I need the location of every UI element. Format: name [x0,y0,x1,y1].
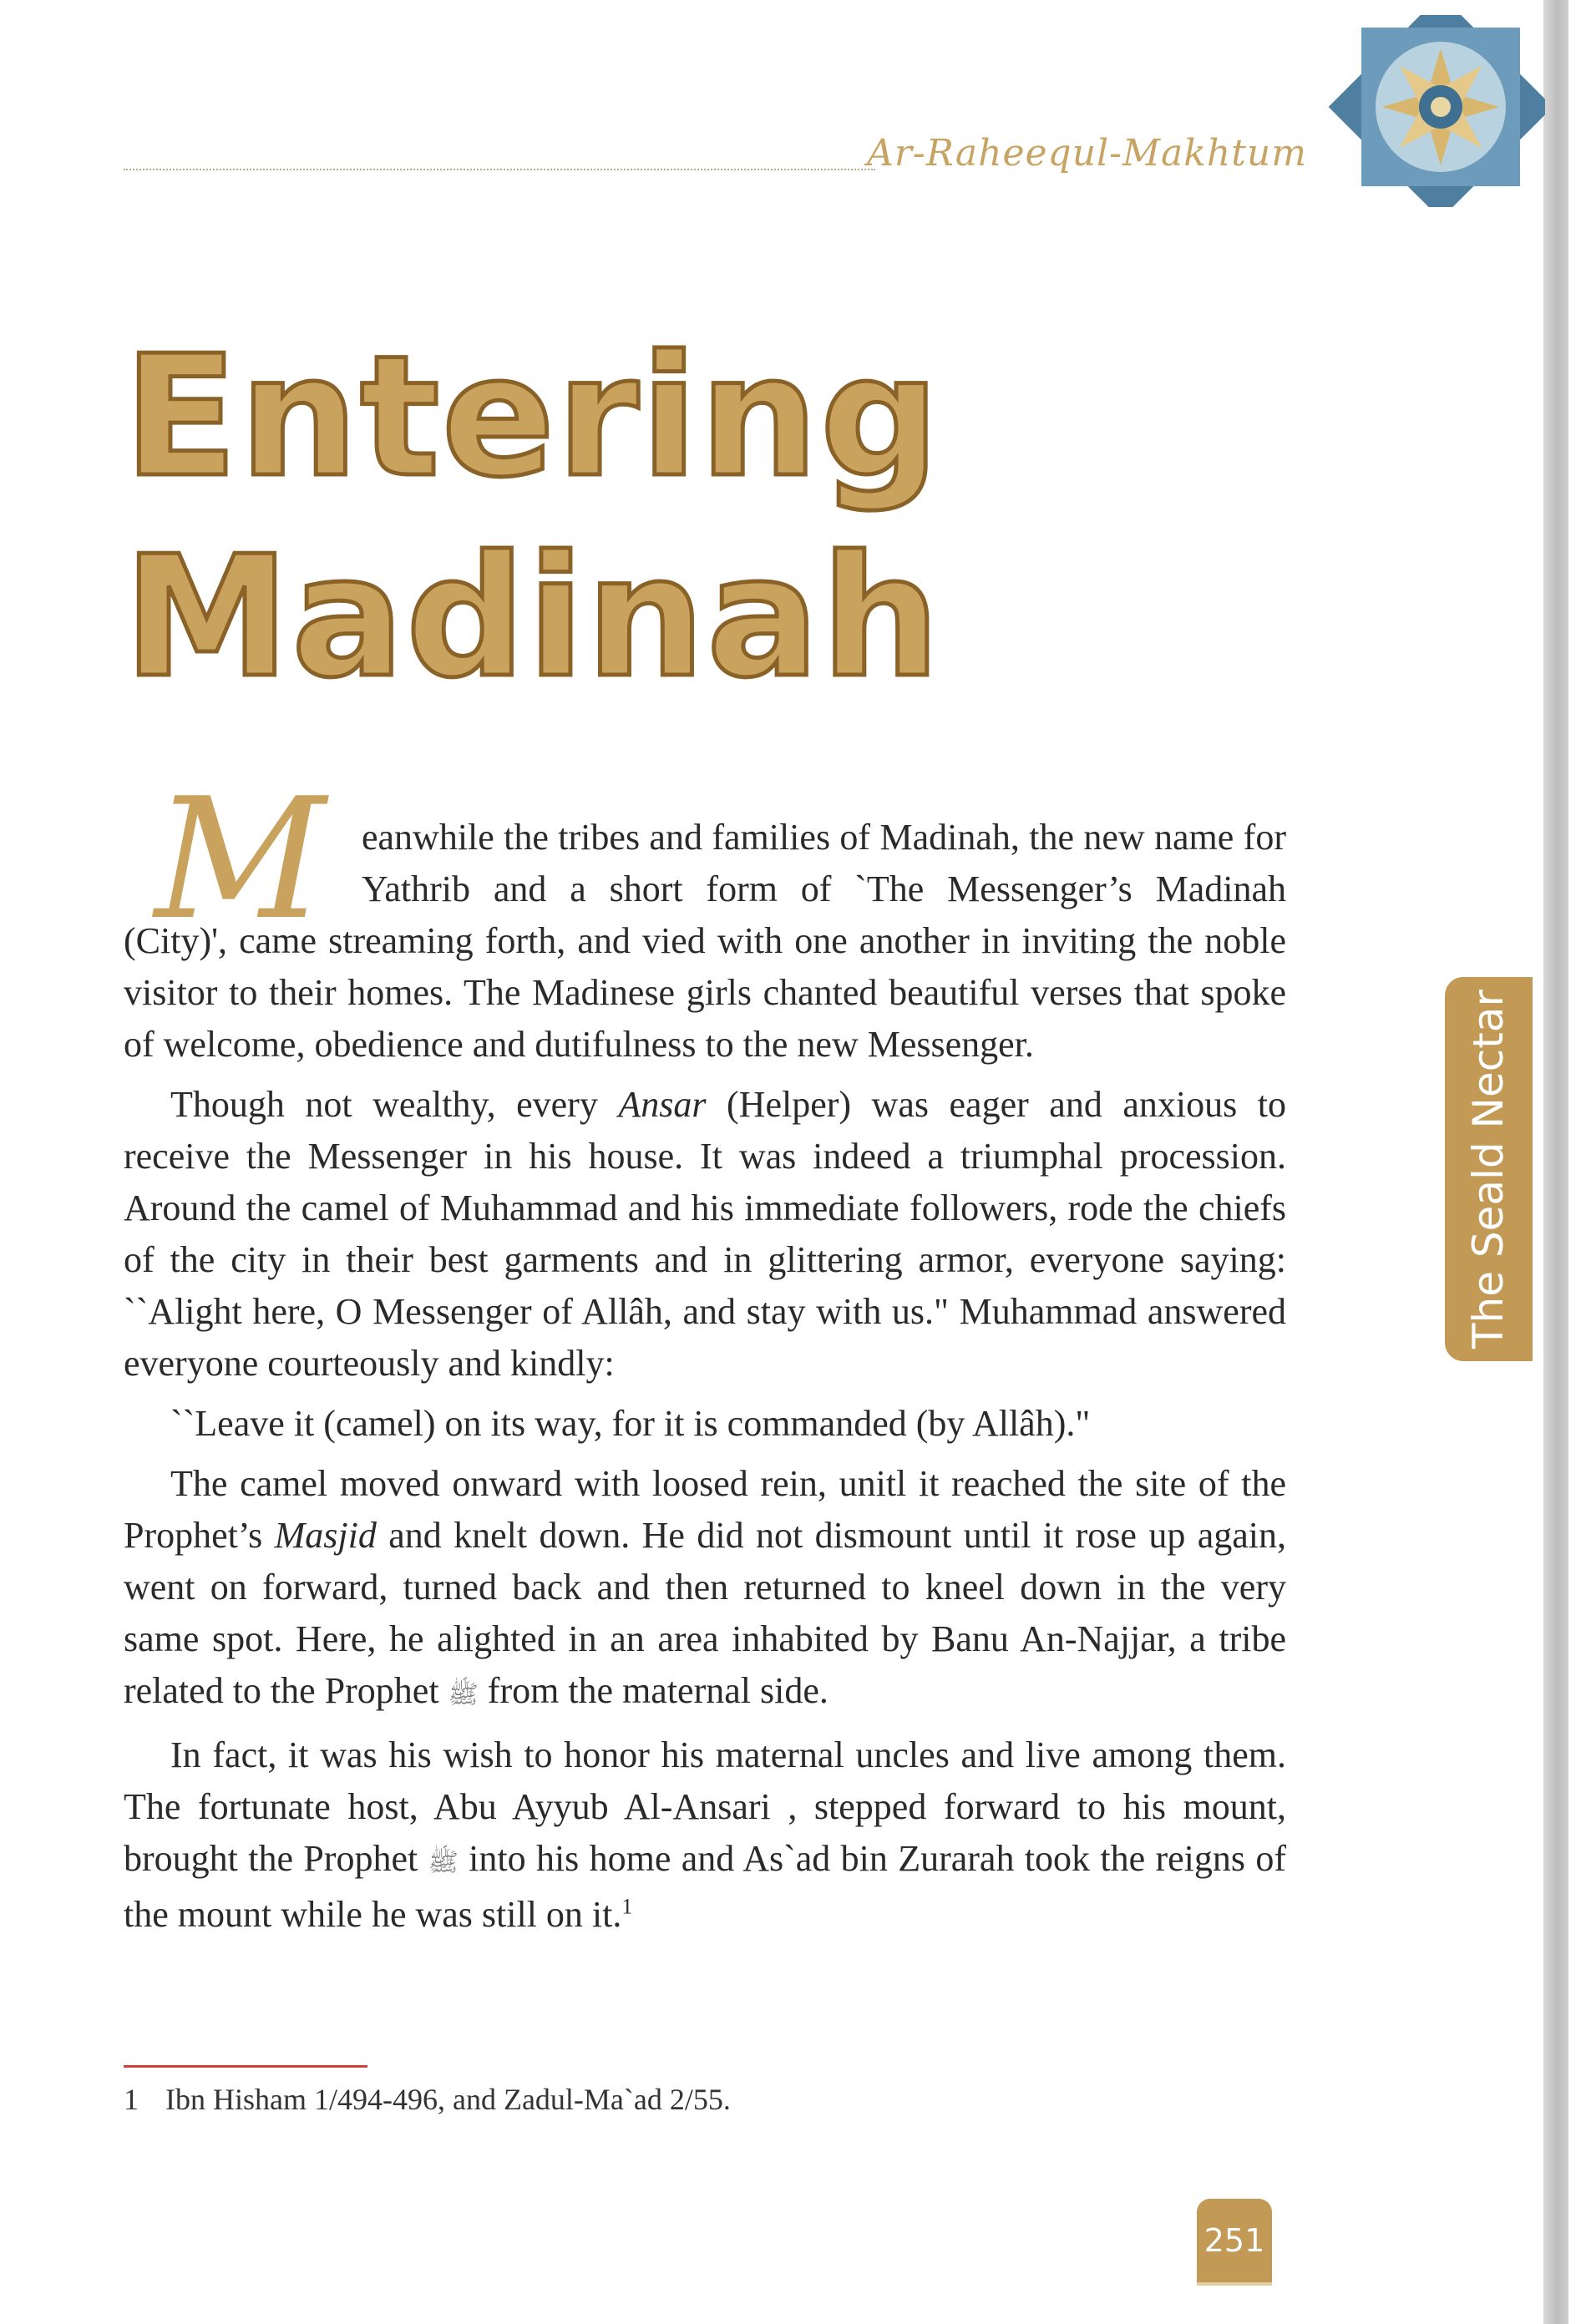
footnote-reference[interactable]: 1 [621,1894,633,1919]
paragraph-4-text-b: and knelt down. He did not dismount until it rose up again, went on forward, turned back and then returned to kneel down in the very same spot. Here, he alighted in an area inhabited by Banu An-Najjar, a tribe related to the Prophet [124,1515,1286,1711]
islamic-ornament-icon [1328,15,1545,207]
paragraph-4 [124,1458,1286,1721]
footnote [124,2079,731,2119]
paragraph-5 [124,1729,1286,1941]
paragraph-4-text-c: from the maternal side. [478,1670,829,1711]
chapter-title-line2: Madinah [124,520,942,715]
ansar-term: Ansar [618,1084,707,1125]
body-text [124,812,1286,1949]
drop-cap-space [124,812,362,910]
side-section-tab [1445,977,1533,1361]
paragraph-2-text-a: Though not wealthy, every [170,1084,619,1125]
honorific-symbol: ﷺ [448,1681,479,1709]
paragraph-5-text-a: In fact, it was his wish to honor his maternal uncles and live among them. The fortunate host, Abu Ayyub Al-Ansari , stepped forward to his mount, brought the Prophet [124,1734,1286,1879]
paragraph-1-text: eanwhile the tribes and families of Madinah, the new name for Yathrib and a short form of `The Messenger’s Madinah (City)', came streaming forth, and vied with one another in inviting the noble visitor to their homes. The Madinese girls chanted beautiful verses that spoke of welcome, obedience and dutifulness to the new Messenger. [124,817,1286,1065]
page-edge [1543,0,1568,2324]
paragraph-2-text-b: (Helper) was eager and anxious to receive the Messenger in his house. It was indeed a triumphal procession. Around the camel of Muhammad and his immediate followers, rode the chiefs of the city in their best garments and in glittering armor, everyone saying: ``Alight here, O Messenger of Allâh, and stay with us." Muhammad answered everyone courteously and kindly: [124,1084,1286,1384]
running-header-title: Ar-Raheequl-Makhtum [867,132,1307,175]
paragraph-3: ``Leave it (camel) on its way, for it is commanded (by Allâh)." [170,1403,1091,1444]
side-tab-label: The Seald Nectar [1464,989,1513,1349]
footnote-text: Ibn Hisham 1/494-496, and Zadul-Ma`ad 2/55. [165,2083,731,2116]
footnote-rule [124,2065,367,2068]
paragraph-2 [124,1079,1286,1390]
chapter-title-line1: Entering [124,320,941,514]
header-dotted-rule [124,169,875,170]
masjid-term: Masjid [274,1515,377,1556]
paragraph-5-text-b: into his home and As`ad bin Zurarah took the reigns of the mount while he was still on it. [124,1838,1287,1935]
footnote-number: 1 [124,2083,139,2116]
page-number-base [1197,2282,1272,2286]
page-number: 251 [1197,2199,1272,2282]
drop-cap: M [155,762,326,957]
paragraph-4-text-a: The camel moved onward with loosed rein, unitl it reached the site of the Prophet’s [124,1463,1286,1556]
chapter-title [124,317,941,718]
honorific-symbol: ﷺ [428,1849,459,1876]
paragraph-1 [124,812,1286,1071]
